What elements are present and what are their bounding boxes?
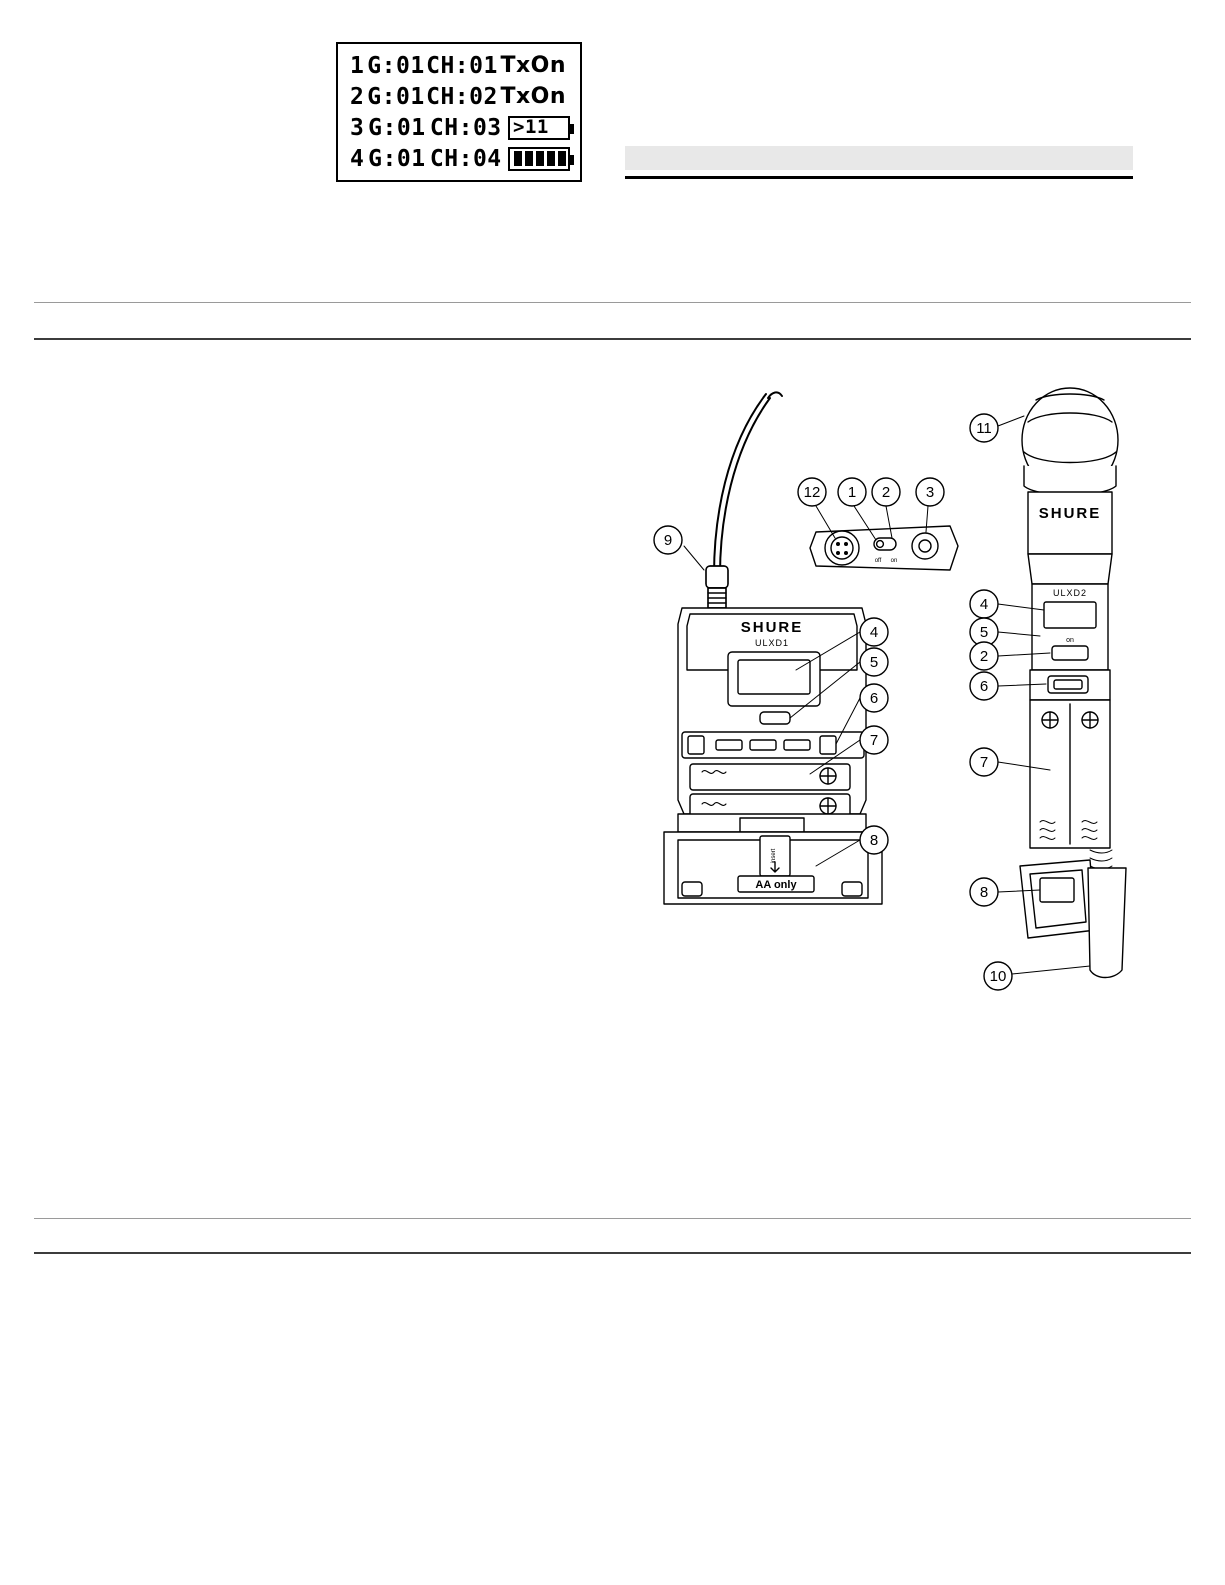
row-index: 4	[350, 145, 365, 172]
bodypack-menu-button[interactable]	[760, 712, 790, 724]
battery-insert-label: insert	[771, 848, 777, 864]
section-banner-rule	[625, 176, 1133, 179]
antenna-icon	[706, 392, 782, 608]
bodypack-button-2[interactable]	[750, 740, 776, 750]
handheld-model-label: ULXD2	[1052, 588, 1088, 598]
battery-bar	[558, 151, 566, 166]
callout-8-handheld: 8	[979, 883, 989, 901]
row-group: G:01	[368, 114, 426, 141]
row-group: G:01	[367, 52, 425, 79]
callout-4-bodypack: 4	[869, 623, 879, 641]
callout-6-bodypack: 6	[869, 689, 879, 707]
callout-4-handheld: 4	[979, 595, 989, 613]
battery-bar	[514, 151, 522, 166]
display-row	[350, 112, 570, 143]
callout-8-bodypack: 8	[869, 831, 879, 849]
tx-status-label: TxOn	[500, 53, 567, 78]
row-channel: CH:01	[426, 52, 498, 79]
switch-off-label: off	[874, 558, 882, 564]
handheld-battery-door[interactable]	[1020, 860, 1096, 938]
callout-2-handheld: 2	[979, 647, 989, 665]
handheld-power-label: on	[1066, 637, 1074, 644]
battery-bar	[525, 151, 533, 166]
switch-on-label: on	[890, 558, 898, 564]
row-channel: CH:04	[429, 145, 502, 172]
row-group: G:01	[368, 145, 426, 172]
callout-2: 2	[881, 483, 891, 501]
callout-7-handheld: 7	[979, 753, 989, 771]
battery-level-icon	[508, 147, 570, 171]
row-index: 3	[350, 114, 365, 141]
handheld-power-button[interactable]	[1052, 646, 1088, 660]
tx-status-label: TxOn	[500, 84, 567, 109]
bodypack-button-1[interactable]	[716, 740, 742, 750]
bodypack-lcd-screen	[738, 660, 810, 694]
callout-6-handheld: 6	[979, 677, 989, 695]
display-row	[350, 81, 570, 112]
display-row	[350, 143, 570, 174]
receiver-status-display	[336, 42, 582, 182]
bodypack-model-label: ULXD1	[754, 638, 790, 648]
divider-bottom-thin	[34, 1218, 1191, 1219]
callout-12: 12	[803, 483, 821, 501]
handheld-brand-label: SHURE	[1038, 505, 1102, 522]
section-banner	[625, 146, 1133, 170]
handheld-lcd-screen	[1044, 602, 1096, 628]
bodypack-side-button-left[interactable]	[688, 736, 704, 754]
bodypack-brand-label: SHURE	[740, 619, 804, 636]
divider-top-thick	[34, 338, 1191, 340]
row-status	[508, 116, 570, 140]
row-status	[508, 147, 570, 171]
bodypack-button-3[interactable]	[784, 740, 810, 750]
bodypack-transmitter	[664, 392, 882, 904]
battery-hours-label: >11	[513, 116, 549, 138]
diagram-svg	[620, 370, 1180, 1030]
row-index: 1	[350, 52, 365, 79]
transmitter-parts-diagram	[620, 370, 1180, 1030]
callout-5-handheld: 5	[979, 623, 989, 641]
bodypack-battery-door[interactable]	[664, 832, 882, 904]
row-channel: CH:03	[429, 114, 502, 141]
row-group: G:01	[367, 83, 425, 110]
divider-top-thin	[34, 302, 1191, 303]
callout-9: 9	[663, 531, 673, 549]
callout-1: 1	[847, 483, 857, 501]
row-status	[500, 53, 570, 78]
row-status	[500, 84, 570, 109]
callout-10: 10	[989, 967, 1007, 985]
row-index: 2	[350, 83, 365, 110]
battery-bar	[547, 151, 555, 166]
display-row	[350, 50, 570, 81]
callout-7-bodypack: 7	[869, 731, 879, 749]
handheld-transmitter	[1020, 388, 1126, 978]
row-channel: CH:02	[426, 83, 498, 110]
divider-bottom-thick	[34, 1252, 1191, 1254]
battery-bar	[536, 151, 544, 166]
battery-hours-icon	[508, 116, 570, 140]
handheld-base-cap	[1088, 868, 1126, 978]
callout-3: 3	[925, 483, 935, 501]
callout-11: 11	[976, 419, 992, 437]
callout-5-bodypack: 5	[869, 653, 879, 671]
bodypack-side-button-right[interactable]	[820, 736, 836, 754]
battery-type-label: AA only	[755, 879, 797, 891]
battery-bars	[512, 151, 566, 166]
